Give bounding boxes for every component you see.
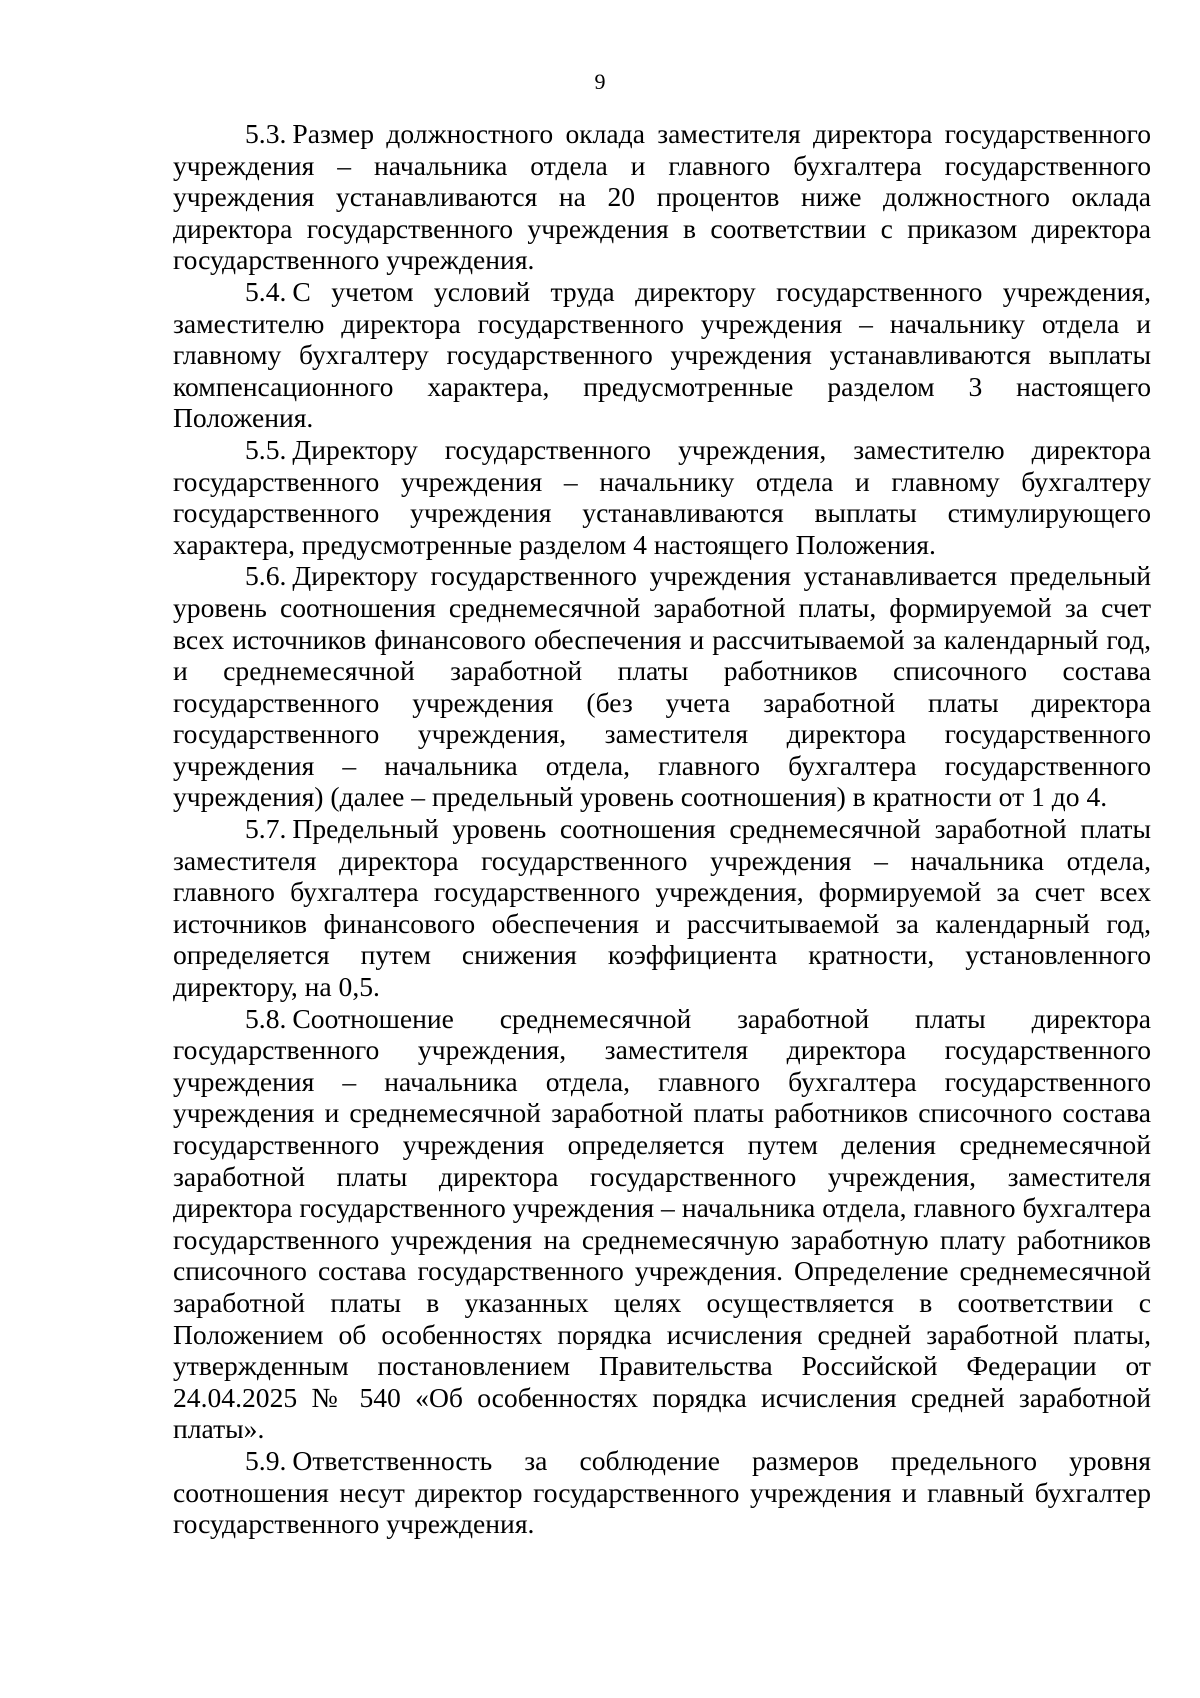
paragraph-number: 5.8. [245, 1002, 287, 1034]
paragraph-text: Директору государственного учреждения, заместителю директора государственного учреждения – начальнику отдела и главному бухгалтеру государственного учреждения устанавливаются выплаты стимулирующего характера, предусмотренные разделом 4 настоящего Положения. [173, 433, 1151, 560]
paragraph-number: 5.3. [245, 118, 287, 149]
document-body [173, 118, 1151, 1540]
paragraph-number: 5.6. [245, 560, 287, 592]
paragraph-5-3 [173, 118, 1151, 276]
page-number: 9 [594, 69, 606, 94]
paragraph-number: 5.4. [245, 275, 287, 307]
paragraph-number: 5.5. [245, 433, 287, 465]
paragraph-number: 5.9. [245, 1444, 287, 1476]
paragraph-text: Директору государственного учреждения устанавливается предельный уровень соотношения среднемесячной заработной платы, формируемой за счет всех источников финансового обеспечения и рассчитываемой за календарный год, и среднемесячной заработной платы работников списочного состава государственного учреждения (без учета заработной платы директора государственного учреждения, заместителя директора государственного учреждения – начальника отдела, главного бухгалтера государственного учреждения) (далее – предельный уровень соотношения) в кратности от 1 до 4. [173, 560, 1151, 813]
paragraph-text: Ответственность за соблюдение размеров предельного уровня соотношения несут директор государственного учреждения и главный бухгалтер государственного учреждения. [173, 1444, 1151, 1540]
paragraph-text: Соотношение среднемесячной заработной платы директора государственного учреждения, заместителя директора государственного учреждения – начальника отдела, главного бухгалтера государственного учреждения и среднемесячной заработной платы работников списочного состава государственного учреждения определяется путем деления среднемесячной заработной платы директора государственного учреждения, заместителя директора государственного учреждения – начальника отдела, главного бухгалтера государственного учреждения на среднемесячную заработную плату работников списочного состава государственного учреждения. Определение среднемесячной заработной платы в указанных целях осуществляется в соответствии с Положением об особенностях порядка исчисления средней заработной платы, утвержденным постановлением Правительства Российской Федерации от 24.04.2025 № 540 «Об особенностях порядка исчисления средней заработной платы». [173, 1002, 1151, 1445]
paragraph-text: С учетом условий труда директору государственного учреждения, заместителю директора государственного учреждения – начальнику отдела и главному бухгалтеру государственного учреждения устанавливаются выплаты компенсационного характера, предусмотренные разделом 3 настоящего Положения. [173, 275, 1151, 434]
paragraph-text: Предельный уровень соотношения среднемесячной заработной платы заместителя директора государственного учреждения – начальника отдела, главного бухгалтера государственного учреждения, формируемой за счет всех источников финансового обеспечения и рассчитываемой за календарный год, определяется путем снижения коэффициента кратности, установленного директору, на 0,5. [173, 813, 1151, 1003]
paragraph-5-4 [173, 276, 1151, 434]
paragraph-5-5 [173, 434, 1151, 560]
paragraph-5-9 [173, 1445, 1151, 1540]
paragraph-5-8 [173, 1003, 1151, 1445]
paragraph-number: 5.7. [245, 813, 287, 845]
paragraph-5-7 [173, 813, 1151, 1003]
paragraph-5-6 [173, 560, 1151, 813]
paragraph-text: Размер должностного оклада заместителя директора государственного учреждения – начальника отдела и главного бухгалтера государственного учреждения устанавливаются на 20 процентов ниже должностного оклада директора государственного учреждения в соответствии с приказом директора государственного учреждения. [173, 118, 1151, 276]
